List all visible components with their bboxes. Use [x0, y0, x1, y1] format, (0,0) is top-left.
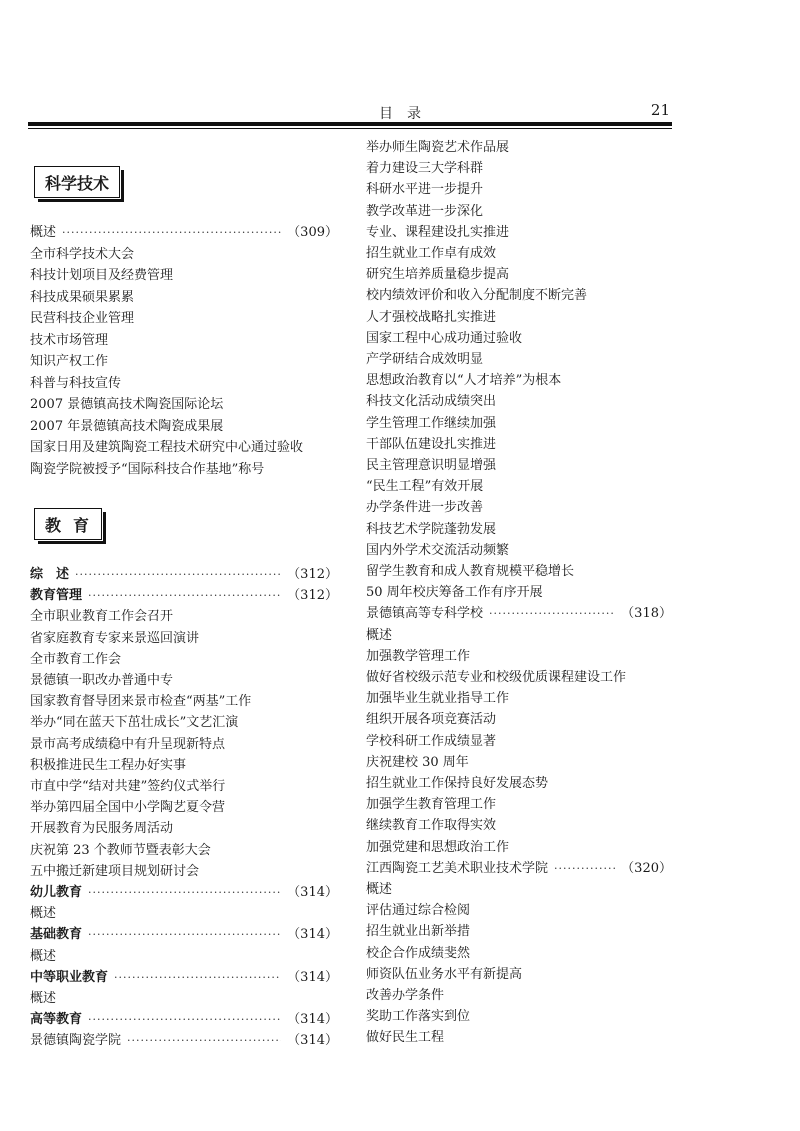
- dot-leader: [127, 1030, 281, 1051]
- toc-entry-label: 中等职业教育: [30, 969, 109, 985]
- toc-entry[interactable]: [366, 858, 672, 879]
- toc-entry[interactable]: [366, 582, 672, 603]
- header-rule-thick: [28, 122, 672, 126]
- toc-entry-label: 科技成果硕果累累: [30, 289, 135, 305]
- toc-entry-label: 办学条件进一步改善: [366, 500, 484, 516]
- toc-entry[interactable]: [366, 179, 672, 200]
- toc-entry[interactable]: [366, 413, 672, 434]
- toc-entry[interactable]: [30, 712, 338, 733]
- toc-entry-label: 做好民生工程: [366, 1030, 445, 1046]
- toc-entry[interactable]: [30, 1030, 338, 1051]
- toc-entry[interactable]: [30, 818, 338, 839]
- toc-entry[interactable]: [366, 222, 672, 243]
- toc-entry-label: 专业、课程建设扎实推进: [366, 224, 510, 240]
- toc-entry[interactable]: [366, 519, 672, 540]
- toc-entry-label: 幼儿教育: [30, 885, 83, 900]
- toc-entry-page: （314）: [287, 1033, 338, 1049]
- toc-entry[interactable]: [30, 628, 338, 649]
- toc-entry-label: 国家教育督导团来景市检查“两基”工作: [30, 694, 252, 710]
- dot-leader: [88, 1009, 281, 1030]
- toc-entry-label: 教学改革进一步深化: [366, 203, 484, 219]
- section-heading-science: 科学技术: [34, 166, 120, 198]
- toc-entry-label: 举办师生陶瓷艺术作品展: [366, 140, 510, 155]
- toc-entry[interactable]: [30, 373, 338, 394]
- toc-entry-label: 举办第四届全国中小学陶艺夏令营: [30, 800, 226, 816]
- toc-entry-label: 校内绩效评价和收入分配制度不断完善: [366, 288, 588, 304]
- toc-entry[interactable]: [366, 667, 672, 688]
- header-rule-thin: [28, 128, 672, 129]
- toc-entry-label: 知识产权工作: [30, 354, 109, 369]
- toc-entry[interactable]: [30, 585, 338, 606]
- toc-entry-label: 庆祝第 23 个教师节暨表彰大会: [30, 842, 211, 858]
- toc-entry[interactable]: [366, 709, 672, 730]
- toc-entry[interactable]: [366, 625, 672, 646]
- toc-entry-label: 举办“同在蓝天下茁壮成长”文艺汇演: [30, 715, 239, 731]
- toc-entry[interactable]: [30, 287, 338, 308]
- toc-entry-label: 加强学生教育管理工作: [366, 797, 497, 813]
- toc-entry-page: （320）: [621, 860, 672, 876]
- toc-entry[interactable]: [30, 946, 338, 967]
- toc-entry[interactable]: [366, 1006, 672, 1027]
- toc-entry-label: 科技艺术学院蓬勃发展: [366, 521, 497, 537]
- toc-entry[interactable]: [366, 837, 672, 858]
- toc-entry-label: 学生管理工作继续加强: [366, 415, 497, 431]
- toc-entry[interactable]: [366, 307, 672, 328]
- toc-entry[interactable]: [366, 476, 672, 497]
- toc-entry[interactable]: [30, 734, 338, 755]
- toc-entry[interactable]: [366, 900, 672, 921]
- toc-entry-label: 干部队伍建设扎实推进: [366, 436, 497, 452]
- toc-entry[interactable]: [30, 459, 338, 480]
- toc-entry-label: 基础教育: [30, 927, 83, 943]
- toc-entry-label: 留学生教育和成人教育规模平稳增长: [366, 564, 575, 579]
- toc-entry[interactable]: [30, 776, 338, 797]
- toc-entry-label: 技术市场管理: [30, 332, 109, 348]
- toc-entry-label: 师资队伍业务水平有新提高: [366, 966, 523, 982]
- toc-entry[interactable]: [30, 351, 338, 372]
- page-number: 21: [650, 101, 670, 119]
- toc-entry[interactable]: [366, 943, 672, 964]
- toc-entry[interactable]: [30, 691, 338, 712]
- toc-entry-label: “民生工程”有效开展: [366, 479, 484, 495]
- toc-entry-label: 概述: [30, 948, 57, 964]
- toc-entry[interactable]: [30, 416, 338, 437]
- toc-entry-label: 江西陶瓷工艺美术职业技术学院: [366, 860, 549, 876]
- toc-entry[interactable]: [366, 137, 672, 158]
- toc-entry-label: 景德镇高等专科学校: [366, 606, 484, 622]
- toc-entry-label: 2007 景德镇高技术陶瓷国际论坛: [30, 397, 224, 412]
- toc-entry[interactable]: [366, 773, 672, 794]
- toc-entry-label: 组织开展各项竞赛活动: [366, 712, 497, 728]
- toc-entry-label: 全市教育工作会: [30, 651, 122, 667]
- toc-entry-page: （312）: [287, 588, 338, 604]
- toc-entry[interactable]: [366, 964, 672, 985]
- toc-entry-label: 概述: [30, 991, 57, 1006]
- toc-entry-label: 概述: [366, 627, 393, 643]
- section-heading-education: 教育: [34, 508, 102, 540]
- toc-entry[interactable]: [366, 985, 672, 1006]
- toc-entry[interactable]: [366, 1027, 672, 1048]
- toc-entry-label: 科技计划项目及经费管理: [30, 268, 174, 283]
- toc-entry-label: 五中搬迁新建项目规划研讨会: [30, 863, 200, 879]
- toc-entry[interactable]: [366, 370, 672, 391]
- toc-entry-page: （309）: [287, 225, 338, 240]
- toc-entry-label: 2007 年景德镇高技术陶瓷成果展: [30, 418, 224, 434]
- toc-entry-label: 概述: [366, 882, 393, 897]
- toc-entry[interactable]: [366, 815, 672, 836]
- toc-entry-label: 市直中学“结对共建”签约仪式举行: [30, 779, 226, 794]
- toc-entry[interactable]: [366, 201, 672, 222]
- toc-entry[interactable]: [30, 797, 338, 818]
- toc-entry-label: 评估通过综合检阅: [366, 903, 471, 919]
- dot-leader: [75, 564, 281, 585]
- toc-entry-label: 招生就业工作保持良好发展态势: [366, 776, 549, 791]
- toc-entry-label: 人才强校战略扎实推进: [366, 309, 497, 325]
- toc-entry-label: 产学研结合成效明显: [366, 352, 484, 367]
- toc-entry[interactable]: [366, 603, 672, 624]
- toc-entry-label: 国家日用及建筑陶瓷工程技术研究中心通过验收: [30, 440, 304, 455]
- toc-entry[interactable]: [30, 967, 338, 988]
- toc-entry-label: 全市科学技术大会: [30, 246, 135, 262]
- toc-entry[interactable]: [366, 328, 672, 349]
- toc-entry-label: 加强毕业生就业指导工作: [366, 691, 510, 707]
- toc-entry[interactable]: [366, 540, 672, 561]
- toc-entry-label: 招生就业工作卓有成效: [366, 246, 497, 261]
- toc-entry[interactable]: [30, 670, 338, 691]
- toc-entry-label: 概述: [30, 906, 57, 922]
- toc-entry-label: 庆祝建校 30 周年: [366, 754, 469, 770]
- toc-entry-label: 科普与科技宣传: [30, 375, 122, 391]
- toc-entry[interactable]: [366, 349, 672, 370]
- toc-entry-label: 招生就业出新举措: [366, 924, 471, 940]
- toc-entry-label: 积极推进民生工程办好实事: [30, 757, 187, 773]
- toc-entry[interactable]: [30, 244, 338, 265]
- toc-entry[interactable]: [366, 264, 672, 285]
- toc-entry-label: 加强教学管理工作: [366, 648, 471, 664]
- toc-entry-label: 景德镇陶瓷学院: [30, 1033, 122, 1049]
- toc-entry-page: （312）: [287, 567, 338, 582]
- toc-entry-label: 科研水平进一步提升: [366, 182, 484, 198]
- toc-entry-page: （314）: [287, 927, 338, 943]
- toc-entry-label: 概述: [30, 225, 57, 240]
- toc-entry[interactable]: [366, 285, 672, 306]
- toc-entry-label: 做好省校级示范专业和校级优质课程建设工作: [366, 670, 627, 685]
- toc-entry-label: 民主管理意识明显增强: [366, 458, 497, 473]
- toc-entry-label: 改善办学条件: [366, 988, 445, 1003]
- toc-entry-label: 研究生培养质量稳步提高: [366, 267, 510, 283]
- toc-entry[interactable]: [366, 646, 672, 667]
- header-title: 目 录: [379, 106, 421, 122]
- toc-entry-label: 校企合作成绩斐然: [366, 945, 471, 961]
- toc-entry[interactable]: [366, 561, 672, 582]
- dot-leader: [489, 603, 615, 624]
- toc-entry[interactable]: [30, 903, 338, 924]
- toc-entry-page: （314）: [287, 969, 338, 985]
- toc-entry-label: 综 述: [30, 567, 70, 582]
- toc-entry-label: 科技文化活动成绩突出: [366, 394, 497, 410]
- toc-entry-page: （314）: [287, 1012, 338, 1028]
- toc-entry[interactable]: [366, 497, 672, 518]
- toc-entry[interactable]: [30, 437, 338, 458]
- toc-entry-label: 民营科技企业管理: [30, 311, 135, 326]
- toc-entry[interactable]: [30, 924, 338, 945]
- dot-leader: [88, 585, 281, 606]
- toc-entry[interactable]: [30, 649, 338, 670]
- toc-entry-label: 全市职业教育工作会召开: [30, 609, 174, 625]
- toc-entry-label: 省家庭教育专家来景巡回演讲: [30, 630, 200, 646]
- toc-entry[interactable]: [366, 731, 672, 752]
- toc-entry[interactable]: [366, 391, 672, 412]
- toc-entry[interactable]: [30, 606, 338, 627]
- toc-entry-label: 国内外学术交流活动频繁: [366, 542, 510, 558]
- dot-leader: [88, 924, 281, 945]
- toc-entry[interactable]: [366, 434, 672, 455]
- toc-entry[interactable]: [30, 861, 338, 882]
- toc-entry[interactable]: [30, 265, 338, 286]
- toc-entry-label: 陶瓷学院被授予“国际科技合作基地”称号: [30, 461, 265, 477]
- toc-entry[interactable]: [366, 921, 672, 942]
- toc-entry[interactable]: [30, 1009, 338, 1030]
- toc-entry-label: 学校科研工作成绩显著: [366, 733, 497, 749]
- dot-leader: [554, 858, 615, 879]
- toc-entry[interactable]: [30, 222, 338, 243]
- toc-entry-label: 高等教育: [30, 1012, 83, 1028]
- toc-entry[interactable]: [366, 243, 672, 264]
- toc-entry-label: 景市高考成绩稳中有升呈现新特点: [30, 736, 226, 752]
- toc-entry-label: 继续教育工作取得实效: [366, 818, 497, 834]
- toc-entry[interactable]: [366, 455, 672, 476]
- toc-entry[interactable]: [30, 564, 338, 585]
- toc-entry-label: 加强党建和思想政治工作: [366, 839, 510, 855]
- toc-entry-page: （318）: [621, 606, 672, 622]
- toc-entry-label: 思想政治教育以“人才培养”为根本: [366, 373, 562, 389]
- toc-entry-label: 50 周年校庆筹备工作有序开展: [366, 585, 543, 601]
- toc-entry[interactable]: [30, 988, 338, 1009]
- dot-leader: [88, 882, 281, 903]
- toc-entry[interactable]: [366, 158, 672, 179]
- toc-entry[interactable]: [366, 752, 672, 773]
- toc-entry[interactable]: [30, 394, 338, 415]
- toc-entry[interactable]: [30, 840, 338, 861]
- dot-leader: [114, 967, 281, 988]
- toc-entry-label: 奖助工作落实到位: [366, 1009, 471, 1025]
- toc-entry[interactable]: [366, 794, 672, 815]
- toc-entry[interactable]: [30, 330, 338, 351]
- toc-entry[interactable]: [30, 308, 338, 329]
- toc-entry[interactable]: [30, 755, 338, 776]
- toc-entry-label: 着力建设三大学科群: [366, 161, 484, 177]
- toc-entry[interactable]: [366, 879, 672, 900]
- toc-entry-label: 开展教育为民服务周活动: [30, 821, 174, 837]
- toc-entry-label: 教育管理: [30, 588, 83, 604]
- toc-entry[interactable]: [30, 882, 338, 903]
- toc-entry-label: 国家工程中心成功通过验收: [366, 330, 523, 346]
- toc-entry-label: 景德镇一职改办普通中专: [30, 673, 174, 688]
- toc-entry-page: （314）: [287, 885, 338, 900]
- dot-leader: [62, 222, 281, 243]
- toc-entry[interactable]: [366, 688, 672, 709]
